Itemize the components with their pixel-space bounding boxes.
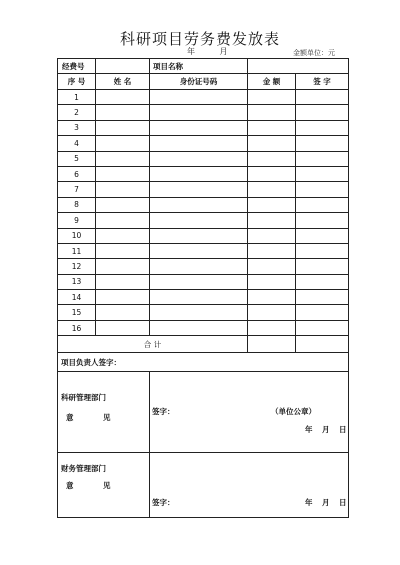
table-row	[58, 274, 349, 289]
amount-cell[interactable]	[248, 197, 296, 212]
research-opinion-left: 意	[66, 413, 74, 423]
amount-cell[interactable]	[248, 228, 296, 243]
row-index: 9	[58, 213, 96, 228]
amount-cell[interactable]	[248, 305, 296, 320]
sign-cell[interactable]	[296, 136, 349, 151]
research-sign-label: 签字：	[152, 407, 175, 417]
sign-cell[interactable]	[296, 166, 349, 181]
name-cell[interactable]	[96, 305, 150, 320]
name-cell[interactable]	[96, 213, 150, 228]
table-row	[58, 320, 349, 335]
table-row	[58, 228, 349, 243]
amount-cell[interactable]	[248, 259, 296, 274]
project-name-label: 项目名称	[150, 59, 248, 74]
name-cell[interactable]	[96, 228, 150, 243]
sign-cell[interactable]	[296, 274, 349, 289]
sign-cell[interactable]	[296, 90, 349, 105]
row-index: 5	[58, 151, 96, 166]
id-cell[interactable]	[150, 182, 248, 197]
id-cell[interactable]	[150, 90, 248, 105]
amount-cell[interactable]	[248, 166, 296, 181]
id-cell[interactable]	[150, 243, 248, 258]
finance-approval-row	[58, 453, 349, 518]
table-row	[58, 259, 349, 274]
amount-cell[interactable]	[248, 320, 296, 335]
row-index: 4	[58, 136, 96, 151]
project-name-field[interactable]	[248, 59, 349, 74]
row-index: 16	[58, 320, 96, 335]
meta-row	[58, 59, 349, 74]
row-index: 2	[58, 105, 96, 120]
row-index: 1	[58, 90, 96, 105]
research-dept-label: 科研管理部门	[61, 393, 106, 403]
id-cell[interactable]	[150, 151, 248, 166]
sign-cell[interactable]	[296, 213, 349, 228]
row-index: 7	[58, 182, 96, 197]
id-cell[interactable]	[150, 197, 248, 212]
id-cell[interactable]	[150, 166, 248, 181]
leader-sign-label[interactable]: 项目负责人签字：	[58, 353, 349, 372]
research-approval-row	[58, 372, 349, 453]
row-index: 13	[58, 274, 96, 289]
id-cell[interactable]	[150, 274, 248, 289]
name-cell[interactable]	[96, 105, 150, 120]
finance-year-label: 年	[305, 498, 313, 508]
col-header-name: 姓 名	[96, 74, 150, 90]
sign-cell[interactable]	[296, 305, 349, 320]
table-row	[58, 105, 349, 120]
col-header-amount: 金 额	[248, 74, 296, 90]
table-row	[58, 213, 349, 228]
id-cell[interactable]	[150, 320, 248, 335]
unit-note: 金额单位：元	[293, 49, 335, 57]
row-index: 14	[58, 290, 96, 305]
table-row	[58, 166, 349, 181]
name-cell[interactable]	[96, 197, 150, 212]
id-cell[interactable]	[150, 136, 248, 151]
id-cell[interactable]	[150, 213, 248, 228]
total-amount-cell[interactable]	[248, 336, 296, 353]
table-row	[58, 182, 349, 197]
name-cell[interactable]	[96, 151, 150, 166]
research-month-label: 月	[322, 425, 330, 435]
page-title: 科研项目劳务费发放表	[119, 30, 280, 48]
row-index: 12	[58, 259, 96, 274]
row-index: 6	[58, 166, 96, 181]
id-cell[interactable]	[150, 120, 248, 135]
name-cell[interactable]	[96, 320, 150, 335]
fund-no-label: 经费号	[58, 59, 96, 74]
sign-cell[interactable]	[296, 197, 349, 212]
finance-approval-area[interactable]	[150, 453, 349, 518]
amount-cell[interactable]	[248, 213, 296, 228]
id-cell[interactable]	[150, 259, 248, 274]
amount-cell[interactable]	[248, 274, 296, 289]
amount-cell[interactable]	[248, 243, 296, 258]
year-label: 年	[187, 47, 195, 56]
finance-day-label: 日	[339, 498, 347, 508]
name-cell[interactable]	[96, 243, 150, 258]
table-row	[58, 243, 349, 258]
total-row	[58, 336, 349, 353]
research-approval-area[interactable]	[150, 372, 349, 453]
sign-cell[interactable]	[296, 243, 349, 258]
finance-month-label: 月	[322, 498, 330, 508]
amount-cell[interactable]	[248, 182, 296, 197]
id-cell[interactable]	[150, 290, 248, 305]
sign-cell[interactable]	[296, 182, 349, 197]
id-cell[interactable]	[150, 105, 248, 120]
row-index: 8	[58, 197, 96, 212]
row-index: 15	[58, 305, 96, 320]
amount-cell[interactable]	[248, 290, 296, 305]
finance-opinion-left: 意	[66, 481, 74, 491]
research-year-label: 年	[305, 425, 313, 435]
payment-table	[57, 58, 349, 518]
amount-cell[interactable]	[248, 120, 296, 135]
sign-cell[interactable]	[296, 320, 349, 335]
id-cell[interactable]	[150, 305, 248, 320]
sign-cell[interactable]	[296, 120, 349, 135]
date-line	[187, 46, 250, 57]
sign-cell[interactable]	[296, 228, 349, 243]
table-row	[58, 136, 349, 151]
name-cell[interactable]	[96, 166, 150, 181]
fund-no-field[interactable]	[96, 59, 150, 74]
name-cell[interactable]	[96, 290, 150, 305]
table-row	[58, 305, 349, 320]
research-seal-label: （单位公章）	[271, 407, 316, 417]
table-row	[58, 197, 349, 212]
table-row	[58, 151, 349, 166]
sign-cell[interactable]	[296, 259, 349, 274]
total-sign-cell[interactable]	[296, 336, 349, 353]
name-cell[interactable]	[96, 274, 150, 289]
col-header-id: 身份证号码	[150, 74, 248, 90]
sign-cell[interactable]	[296, 105, 349, 120]
month-label: 月	[219, 47, 228, 56]
name-cell[interactable]	[96, 259, 150, 274]
total-label: 合 计	[58, 336, 248, 353]
header-row	[58, 74, 349, 90]
table-row	[58, 290, 349, 305]
leader-sign-row	[58, 353, 349, 372]
amount-cell[interactable]	[248, 151, 296, 166]
id-cell[interactable]	[150, 228, 248, 243]
sign-cell[interactable]	[296, 151, 349, 166]
col-header-sign: 签 字	[296, 74, 349, 90]
name-cell[interactable]	[96, 120, 150, 135]
amount-cell[interactable]	[248, 136, 296, 151]
amount-cell[interactable]	[248, 105, 296, 120]
finance-opinion-right: 见	[103, 481, 111, 491]
name-cell[interactable]	[96, 182, 150, 197]
sign-cell[interactable]	[296, 290, 349, 305]
table-row	[58, 120, 349, 135]
finance-sign-label: 签字：	[152, 498, 175, 508]
amount-cell[interactable]	[248, 90, 296, 105]
row-index: 3	[58, 120, 96, 135]
table-row	[58, 90, 349, 105]
name-cell[interactable]	[96, 90, 150, 105]
research-day-label: 日	[339, 425, 347, 435]
row-index: 10	[58, 228, 96, 243]
finance-dept-label: 财务管理部门	[61, 464, 106, 474]
col-header-index: 序 号	[58, 74, 96, 90]
research-dept-cell	[58, 372, 150, 453]
row-index: 11	[58, 243, 96, 258]
name-cell[interactable]	[96, 136, 150, 151]
research-opinion-right: 见	[103, 413, 111, 423]
finance-dept-cell	[58, 453, 150, 518]
